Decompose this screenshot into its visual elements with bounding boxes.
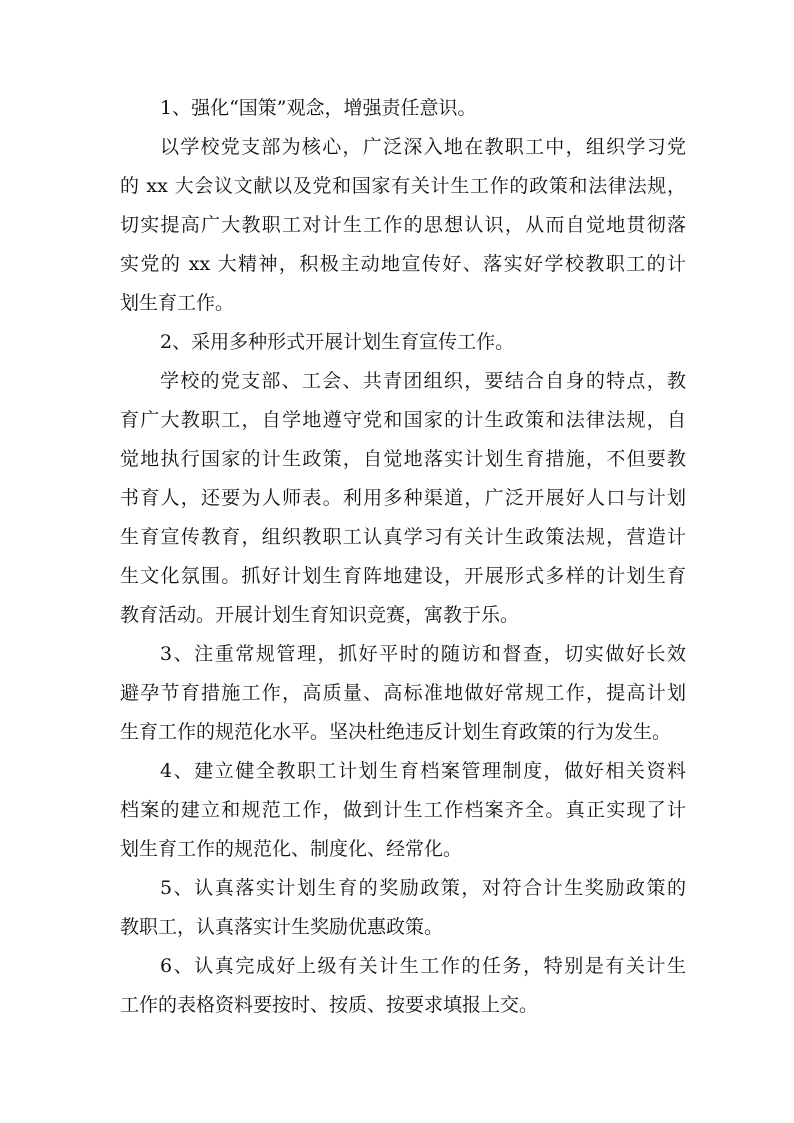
text-line: 教育活动。开展计划生育知识竞赛，寓教于乐。 xyxy=(120,604,520,626)
text-line: 以学校党支部为核心，广泛深入地在教职工中，组织学习党 xyxy=(160,136,686,158)
text-line: 避孕节育措施工作，高质量、高标准地做好常规工作，提高计划 xyxy=(120,682,686,704)
text-line: 生文化氛围。抓好计划生育阵地建设，开展形式多样的计划生育 xyxy=(120,565,686,587)
paragraph-item-1-body xyxy=(120,128,686,323)
paragraph-item-5 xyxy=(120,869,686,947)
text-line: 生育宣传教育，组织教职工认真学习有关计生政策法规，营造计 xyxy=(120,526,686,548)
paragraph-item-4 xyxy=(120,752,686,869)
text-line: 学校的党支部、工会、共青团组织，要结合自身的特点，教 xyxy=(160,370,686,392)
text-line: 生育工作的规范化水平。坚决杜绝违反计划生育政策的行为发生。 xyxy=(120,721,672,743)
paragraph-item-3 xyxy=(120,635,686,752)
text-line: 2、采用多种形式开展计划生育宣传工作。 xyxy=(160,331,515,353)
text-line: 育广大教职工，自学地遵守党和国家的计生政策和法律法规，自 xyxy=(120,409,686,431)
text-line: 教职工，认真落实计生奖励优惠政策。 xyxy=(120,916,444,938)
text-line: 4、建立健全教职工计划生育档案管理制度，做好相关资料 xyxy=(160,760,686,782)
text-line: 档案的建立和规范工作，做到计生工作档案齐全。真正实现了计 xyxy=(120,799,686,821)
text-line: 觉地执行国家的计生政策，自觉地落实计划生育措施，不但要教 xyxy=(120,448,686,470)
paragraph-item-1-heading xyxy=(120,89,686,128)
paragraph-item-2-heading xyxy=(120,323,686,362)
paragraph-item-6 xyxy=(120,947,686,1025)
text-line: 实党的 xx 大精神，积极主动地宣传好、落实好学校教职工的计 xyxy=(120,253,686,275)
text-line: 划生育工作的规范化、制度化、经常化。 xyxy=(120,838,463,860)
paragraph-item-2-body xyxy=(120,362,686,635)
text-line: 1、强化“国策”观念，增强责任意识。 xyxy=(160,97,477,119)
text-line: 书育人，还要为人师表。利用多种渠道，广泛开展好人口与计划 xyxy=(120,487,686,509)
text-line: 切实提高广大教职工对计生工作的思想认识，从而自觉地贯彻落 xyxy=(120,214,686,236)
text-line: 划生育工作。 xyxy=(120,292,235,314)
text-line: 5、认真落实计划生育的奖励政策，对符合计生奖励政策的 xyxy=(160,877,686,899)
text-line: 6、认真完成好上级有关计生工作的任务，特别是有关计生 xyxy=(160,955,686,977)
document-body xyxy=(120,89,686,1025)
text-line: 的 xx 大会议文献以及党和国家有关计生工作的政策和法律法规， xyxy=(120,175,686,197)
text-line: 3、注重常规管理，抓好平时的随访和督查，切实做好长效 xyxy=(160,643,686,665)
text-line: 工作的表格资料要按时、按质、按要求填报上交。 xyxy=(120,994,539,1016)
